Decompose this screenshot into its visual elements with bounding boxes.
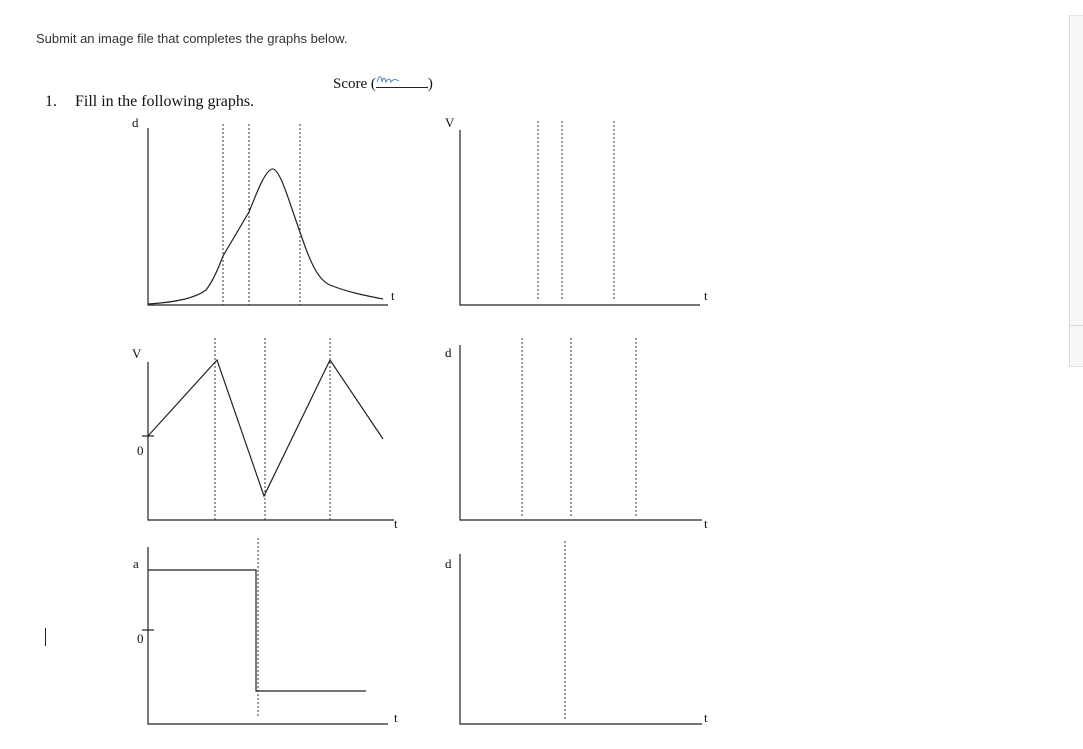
graph-v-t-given bbox=[132, 338, 398, 531]
graph5-zero-label: 0 bbox=[137, 631, 144, 646]
question-number: 1. bbox=[45, 93, 57, 110]
graph1-displacement-curve bbox=[148, 169, 383, 304]
graph5-axes bbox=[148, 547, 388, 724]
graph-d-t-blank-2[interactable] bbox=[445, 541, 708, 725]
graph5-x-label: t bbox=[394, 710, 398, 725]
graph1-axes bbox=[148, 128, 388, 305]
graph-d-t-blank-1[interactable] bbox=[445, 338, 708, 531]
graph1-x-label: t bbox=[391, 288, 395, 303]
graph-d-t-given bbox=[132, 115, 395, 305]
graph1-y-label: d bbox=[132, 115, 139, 130]
graph3-zero-label: 0 bbox=[137, 443, 144, 458]
score-label: Score ( bbox=[333, 76, 376, 92]
graph3-y-label: V bbox=[132, 346, 142, 361]
graph-a-t-given bbox=[133, 538, 398, 725]
graph4-x-label: t bbox=[704, 516, 708, 531]
graph2-axes bbox=[460, 130, 700, 305]
graph5-y-label: a bbox=[133, 556, 139, 571]
graph2-y-label: V bbox=[445, 115, 455, 130]
graph2-x-label: t bbox=[704, 288, 708, 303]
graph3-x-label: t bbox=[394, 516, 398, 531]
graph6-axes bbox=[460, 554, 702, 724]
graph6-y-label: d bbox=[445, 556, 452, 571]
graph5-acceleration-curve bbox=[148, 570, 366, 691]
graph3-axes bbox=[148, 362, 394, 520]
instruction-text: Submit an image file that completes the graphs below. bbox=[36, 31, 348, 46]
graph-v-t-blank[interactable] bbox=[445, 115, 708, 305]
score-close: ) bbox=[427, 76, 433, 92]
graph4-y-label: d bbox=[445, 345, 452, 360]
graph6-x-label: t bbox=[704, 710, 708, 725]
graph4-axes bbox=[460, 345, 702, 520]
question-text: Fill in the following graphs. bbox=[75, 93, 255, 110]
